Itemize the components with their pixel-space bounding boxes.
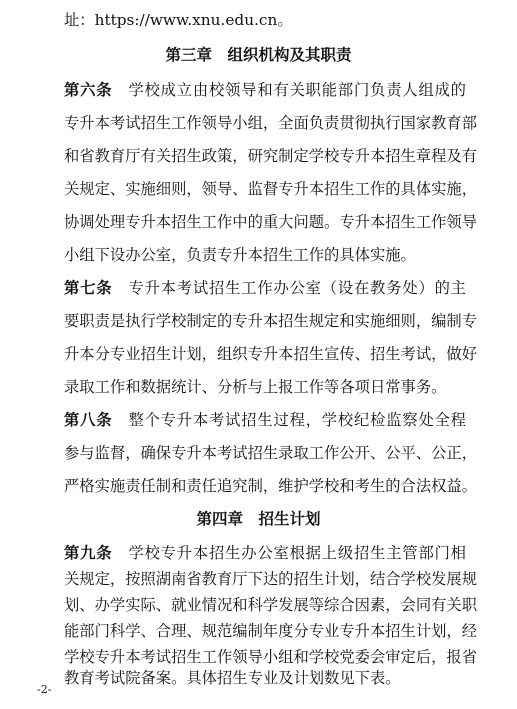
article-7-line: 升本分专业招生计划，组织专升本招生宣传、招生考试，做好 (64, 345, 478, 363)
article-7-text-0: 专升本考试招生工作办公室（设在教务处）的主 (112, 279, 466, 297)
article-8-line: 严格实施责任制和责任追究制，维护学校和考生的合法权益。 (64, 477, 478, 495)
article-6-line: 协调处理专升本招生工作中的重大问题。专升本招生工作领导 (64, 213, 478, 231)
article-6-line: 关规定、实施细则，领导、监督专升本招生工作的具体实施， (64, 180, 478, 198)
article-9-line: 能部门科学、合理、规范编制年度分专业专升本招生计划，经 (64, 622, 478, 640)
article-6-line: 小组下设办公室，负责专升本招生工作的具体实施。 (64, 246, 416, 264)
article-9-line: 学校专升本考试招生工作领导小组和学校党委会审定后，报省 (64, 648, 478, 666)
website-line: 址：https://www.xnu.edu.cn。 (64, 11, 293, 29)
article-8-text-0: 整个专升本考试招生过程，学校纪检监察处全程 (112, 411, 466, 429)
article-9-text-0: 学校专升本招生办公室根据上级招生主管部门相 (112, 544, 466, 562)
article-6-label: 第六条 (64, 81, 113, 99)
article-6-line: 专升本考试招生工作领导小组，全面负责贯彻执行国家教育部 (64, 114, 478, 132)
article-7-line: 要职责是执行学校制定的专升本招生规定和实施细则，编制专 (64, 312, 478, 330)
article-9-line: 划、办学实际、就业情况和科学发展等综合因素，会同有关职 (64, 596, 478, 614)
article-8-line: 参与监督，确保专升本考试招生录取工作公开、公平、公正， (64, 444, 478, 462)
chapter-4-heading: 第四章 招生计划 (196, 510, 321, 528)
chapter-3-heading: 第三章 组织机构及其职责 (165, 46, 352, 64)
article-9-line: 教育考试院备案。具体招生专业及计划数见下表。 (64, 669, 401, 687)
article-7-first-line (64, 278, 466, 298)
article-6-line: 和省教育厅有关招生政策，研究制定学校专升本招生章程及有 (64, 147, 478, 165)
article-9-line: 关规定，按照湖南省教育厅下达的招生计划，结合学校发展规 (64, 570, 478, 588)
article-8-label: 第八条 (64, 411, 113, 429)
article-8-first-line (64, 410, 466, 430)
article-7-line: 录取工作和数据统计、分析与上报工作等各项日常事务。 (64, 378, 447, 396)
page-number: -2- (37, 683, 52, 696)
article-7-label: 第七条 (64, 279, 113, 297)
article-9-label: 第九条 (64, 544, 113, 562)
article-6-first-line (64, 80, 466, 100)
article-9-first-line (64, 543, 466, 563)
article-6-text-0: 学校成立由校领导和有关职能部门负责人组成的 (112, 81, 466, 99)
